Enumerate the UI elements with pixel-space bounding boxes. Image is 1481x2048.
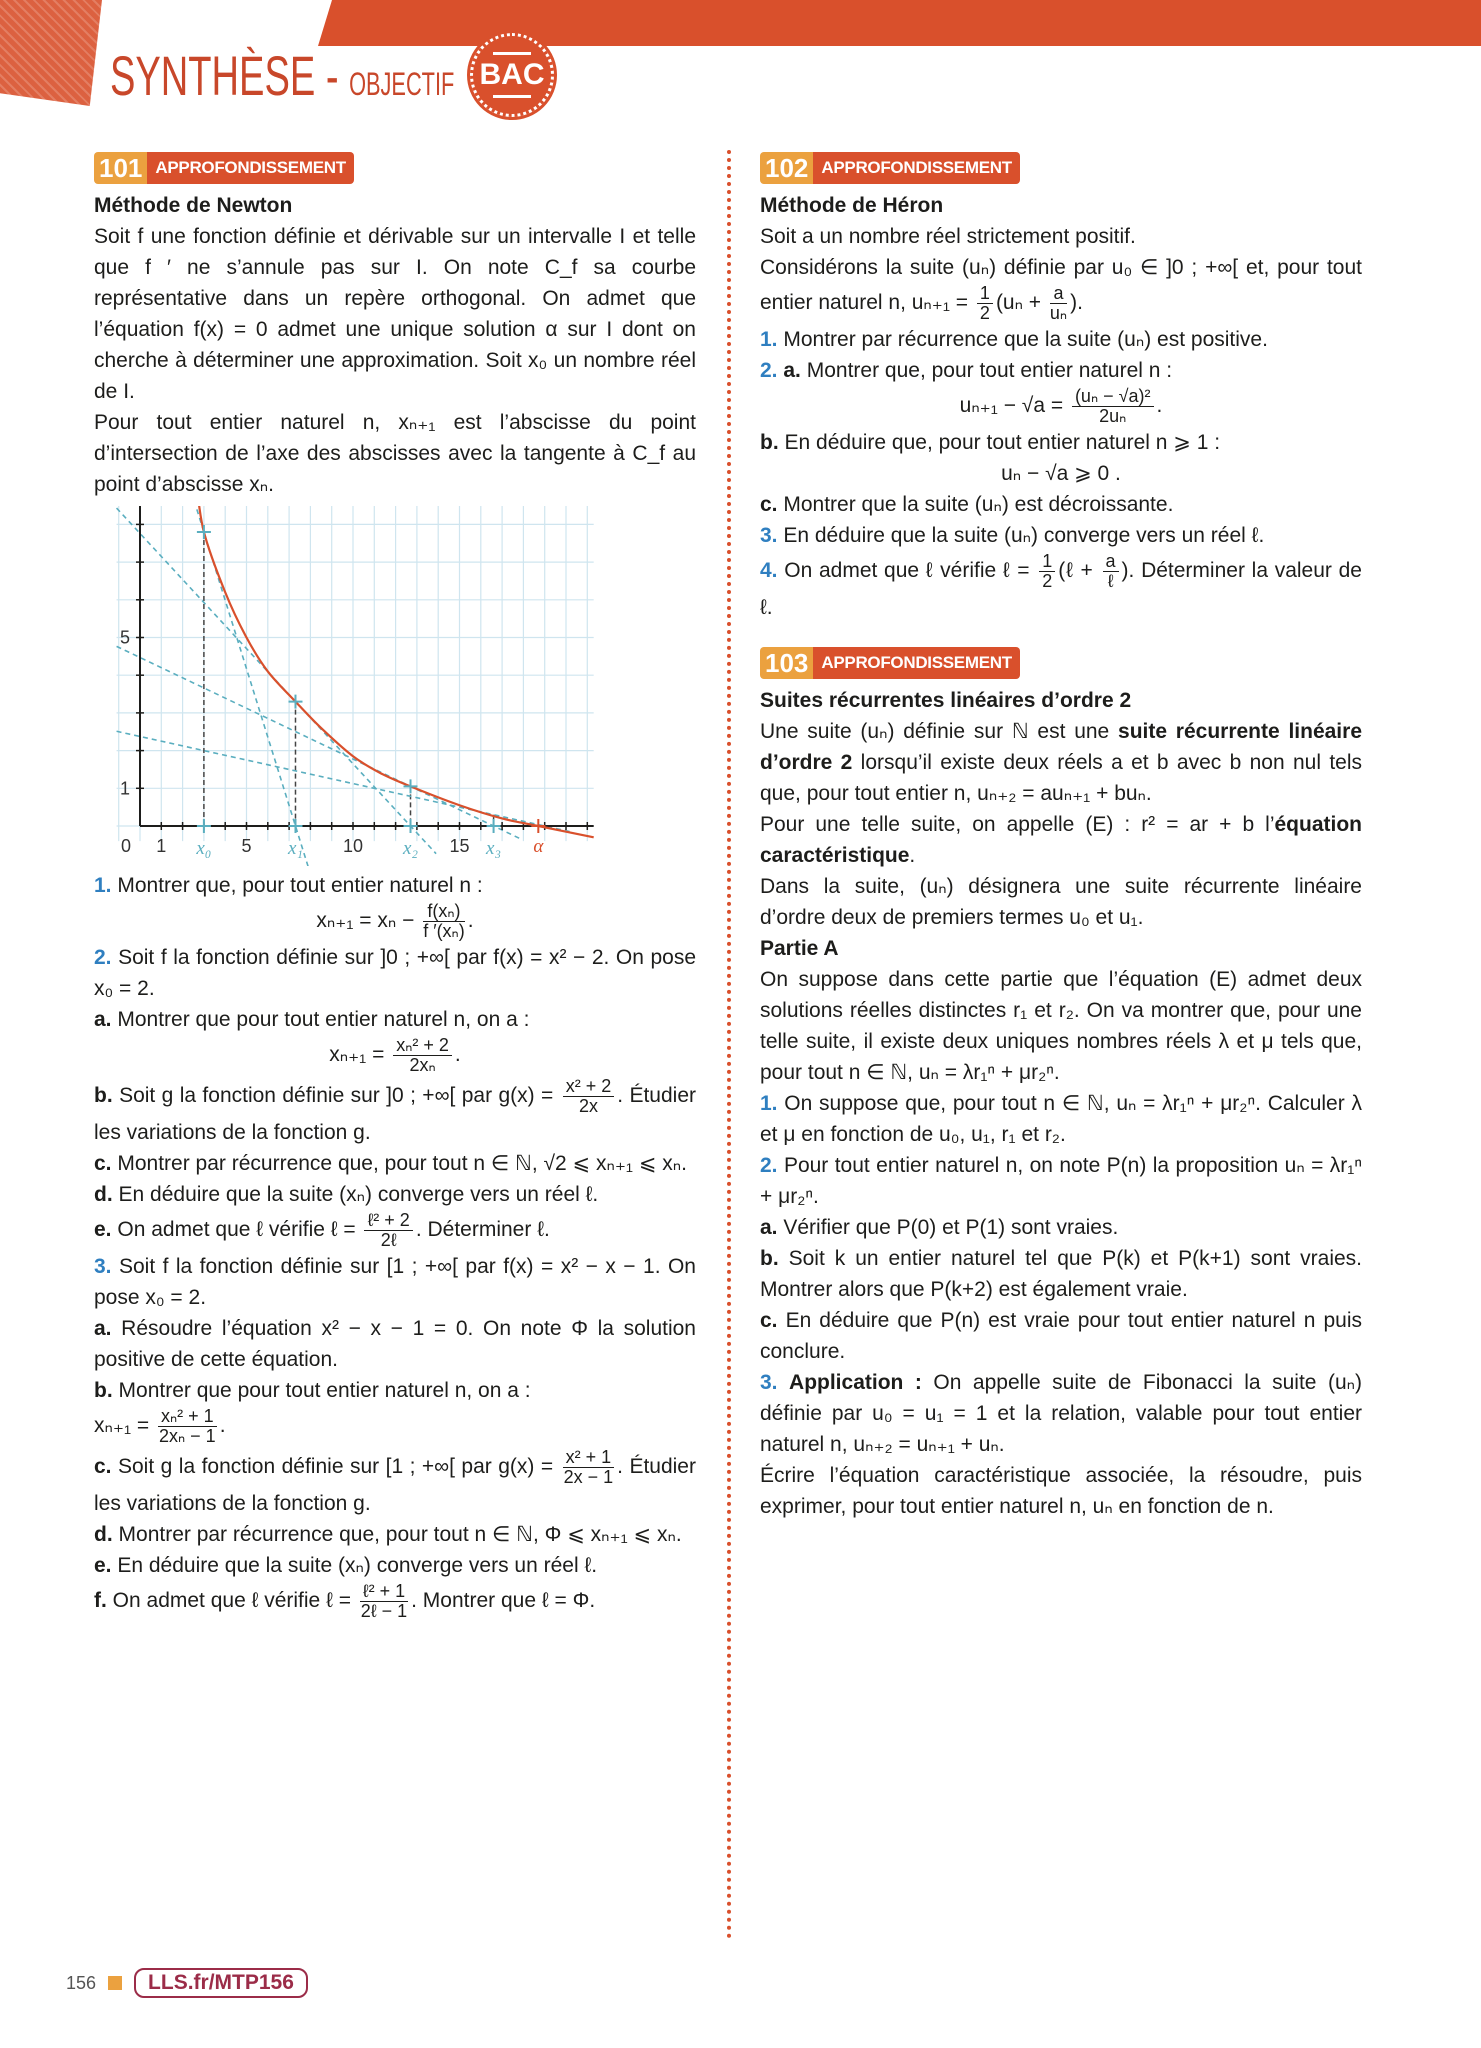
text-run: Écrire l’équation caractéristique associée, la résoudre, puis exprimer, pour tout entier naturel n, uₙ en fonction de n. — [760, 1464, 1362, 1518]
fraction-numerator: (uₙ − √a)² — [1072, 387, 1154, 407]
equation — [94, 901, 696, 942]
fraction-denominator: 2x — [578, 1096, 598, 1116]
fraction — [158, 1407, 217, 1446]
iterate-marker — [288, 819, 302, 833]
question-item — [760, 355, 1362, 386]
fraction-denominator: 2 — [979, 303, 990, 323]
root-marker — [531, 819, 545, 833]
text-run: Montrer par récurrence que, pour tout n ∈ ℕ, Φ ⩽ xₙ₊₁ ⩽ xₙ. — [118, 1523, 682, 1546]
y-tick-label: 5 — [119, 627, 130, 648]
question-item — [94, 870, 696, 901]
sub-question-letter: a. — [94, 1317, 112, 1340]
resource-link[interactable]: LLS.fr/MTP156 — [134, 1968, 308, 1998]
fraction-numerator: a — [1050, 284, 1067, 304]
question-item — [94, 1004, 696, 1035]
newton-method-graph — [94, 506, 694, 866]
paragraph — [760, 1460, 1362, 1522]
question-item — [760, 1367, 1362, 1460]
text-run: . — [219, 1414, 226, 1438]
text-run: . — [467, 909, 474, 933]
question-number: 2. — [760, 359, 778, 382]
text-run: On admet que ℓ vérifie ℓ = — [784, 559, 1037, 583]
text-run: Montrer par récurrence que la suite (uₙ) est positive. — [783, 328, 1268, 351]
fraction — [393, 1036, 452, 1075]
fraction-numerator: ℓ² + 2 — [364, 1211, 412, 1231]
question-item — [94, 1550, 696, 1581]
iterate-marker — [197, 819, 211, 833]
text-run: Soit a un nombre réel strictement positif. — [760, 225, 1136, 248]
tangent-line — [117, 506, 321, 866]
text-run: Montrer que pour tout entier naturel n, on a : — [118, 1379, 531, 1402]
footer — [66, 1968, 308, 1998]
paragraph — [760, 964, 1362, 1088]
column-divider — [727, 150, 731, 1940]
sub-question-letter: b. — [94, 1379, 113, 1402]
paragraph — [94, 221, 696, 407]
question-item — [94, 1313, 696, 1375]
text-run: xₙ₊₁ = — [94, 1414, 155, 1438]
fraction-denominator: 2xₙ − 1 — [158, 1426, 216, 1446]
fraction-numerator: f(xₙ) — [423, 902, 465, 922]
text-run: Montrer que, pour tout entier naturel n : — [806, 359, 1173, 382]
text-run: En déduire que la suite (xₙ) converge vers un réel ℓ. — [117, 1554, 598, 1577]
text-run: Soit f la fonction définie sur [1 ; +∞[ par f(x) = x² − x − 1. On pose x₀ = 2. — [94, 1255, 696, 1309]
text-run: . Étudier les variations de la fonction g. — [94, 1084, 696, 1144]
text-run: (uₙ + — [995, 291, 1047, 315]
question-item — [94, 1148, 696, 1179]
fraction — [423, 902, 465, 941]
sub-question-letter: c. — [760, 493, 778, 516]
exercise-badge — [760, 647, 1020, 679]
footer-square-icon — [108, 1976, 122, 1990]
bold-text: Application : — [789, 1371, 922, 1394]
fraction-denominator: 2xₙ — [409, 1055, 436, 1075]
iterate-label: x₂ — [402, 838, 419, 859]
exercise-102-103 — [760, 152, 1362, 1522]
curve-point-marker — [197, 525, 211, 539]
iterate-marker — [487, 819, 501, 833]
question-item — [94, 1076, 696, 1148]
x-tick-label: 0 — [120, 836, 132, 856]
question-item — [94, 1210, 696, 1251]
text-run: Méthode de Newton — [94, 194, 293, 217]
text-run: Suites récurrentes linéaires d’ordre 2 — [760, 689, 1132, 712]
text-run: On appelle suite de Fibonacci la suite (uₙ) définie par u₀ = u₁ = 1 et la relation, valable pour tout entier naturel n, uₙ₊₂ = uₙ₊₁ + uₙ. — [760, 1371, 1362, 1456]
text-run: . — [1156, 394, 1163, 418]
fraction-numerator: ℓ² + 1 — [360, 1582, 408, 1602]
text-run: Pour tout entier naturel n, on note P(n) la proposition uₙ = λr₁ⁿ + μr₂ⁿ. — [760, 1154, 1363, 1208]
fraction — [1050, 284, 1067, 323]
text-run: uₙ − √a ⩾ 0 . — [1001, 462, 1121, 485]
question-number: 1. — [760, 1092, 778, 1115]
text-run: Montrer que, pour tout entier naturel n : — [117, 874, 483, 897]
sub-question-letter: d. — [94, 1183, 113, 1206]
header-decoration — [0, 0, 102, 106]
x-tick-label: 5 — [241, 836, 252, 856]
text-run: Pour tout entier naturel n, xₙ₊₁ est l’abscisse du point d’intersection de l’axe des abscisses avec la tangente à C_f au point d’abscisse xₙ. — [94, 411, 696, 496]
text-run: Soit g la fonction définie sur [1 ; +∞[ par g(x) = — [117, 1455, 560, 1479]
paragraph — [760, 252, 1362, 324]
fraction-denominator: uₙ — [1049, 303, 1068, 323]
text-run: Résoudre l’équation x² − x − 1 = 0. On note Φ la solution positive de cette équation. — [94, 1317, 696, 1371]
fraction-numerator: xₙ² + 1 — [158, 1407, 217, 1427]
fraction-denominator: 2 — [1042, 571, 1053, 591]
text-run: Vérifier que P(0) et P(1) sont vraies. — [783, 1216, 1119, 1239]
question-item — [94, 1447, 696, 1519]
sub-question-letter: c. — [94, 1152, 112, 1175]
sub-question-letter: a. — [760, 1216, 778, 1239]
text-run: Méthode de Héron — [760, 194, 944, 217]
fraction-numerator: 1 — [977, 284, 993, 304]
sub-question-letter: f. — [94, 1589, 107, 1613]
text-run: En déduire que la suite (uₙ) converge vers un réel ℓ. — [783, 524, 1265, 547]
text-run: On suppose dans cette partie que l’équation (E) admet deux solutions réelles distinctes r₁ et r₂. On va montrer que, pour une telle suite, il existe deux uniques nombres réels λ et μ tels que, pour tout n ∈ ℕ, uₙ = λr₁ⁿ + μr₂ⁿ. — [760, 968, 1362, 1084]
exercise-number: 102 — [760, 152, 813, 184]
bac-badge: BAC — [470, 33, 554, 117]
text-run: Soit k un entier naturel tel que P(k) et P(k+1) sont vraies. Montrer alors que P(k+2) est également vraie. — [760, 1247, 1362, 1301]
exercise-label: APPROFONDISSEMENT — [813, 647, 1019, 679]
text-run: Partie A — [760, 937, 839, 960]
fraction — [360, 1582, 408, 1621]
text-run: ). — [1070, 291, 1083, 315]
fraction-denominator: ℓ — [1107, 571, 1114, 591]
exercise-label: APPROFONDISSEMENT — [813, 152, 1019, 184]
text-run: . — [454, 1043, 461, 1067]
question-item — [94, 1581, 696, 1622]
fraction — [364, 1211, 412, 1250]
question-item — [760, 1212, 1362, 1243]
text-run: Montrer que pour tout entier naturel n, on a : — [117, 1008, 530, 1031]
text-run: (ℓ + — [1058, 559, 1100, 583]
fraction — [1103, 552, 1119, 591]
bold-text: équation caractéristique — [760, 813, 1362, 867]
sub-question-letter: b. — [94, 1084, 113, 1108]
question-number: 2. — [760, 1154, 778, 1177]
text-run: ). Déterminer la valeur de ℓ. — [760, 559, 1362, 619]
iterate-label: x₁ — [287, 838, 304, 859]
question-number: 3. — [760, 524, 778, 547]
fraction-numerator: a — [1103, 552, 1119, 572]
text-run: Montrer par récurrence que, pour tout n ∈ ℕ, √2 ⩽ xₙ₊₁ ⩽ xₙ. — [117, 1152, 687, 1175]
x-tick-label: 15 — [449, 836, 470, 856]
x-tick-label: 10 — [342, 836, 364, 856]
bold-text: suite récurrente linéaire d’ordre 2 — [760, 720, 1362, 774]
question-item — [760, 427, 1362, 458]
text-run: xₙ₊₁ = xₙ − — [316, 909, 421, 933]
fraction-denominator: 2x − 1 — [563, 1467, 614, 1487]
equation — [94, 1035, 696, 1076]
text-run: xₙ₊₁ = — [329, 1043, 391, 1067]
question-item — [760, 551, 1362, 623]
paragraph — [760, 221, 1362, 252]
text-run: Montrer que la suite (uₙ) est décroissante. — [783, 493, 1174, 516]
fraction — [1072, 387, 1154, 426]
fraction — [563, 1077, 615, 1116]
fraction-numerator: 1 — [1039, 552, 1055, 572]
text-run: . Déterminer ℓ. — [415, 1218, 550, 1242]
sub-question-letter: e. — [94, 1218, 112, 1242]
text-run: Soit g la fonction définie sur ]0 ; +∞[ par g(x) = — [119, 1084, 560, 1108]
sub-question-letter: a. — [783, 359, 801, 382]
exercise-number: 101 — [94, 152, 147, 184]
fraction — [563, 1448, 615, 1487]
fraction — [1039, 552, 1055, 591]
text-run: Dans la suite, (uₙ) désignera une suite récurrente linéaire d’ordre deux de premiers termes u₀ et u₁. — [760, 875, 1362, 929]
text-run: . — [909, 844, 916, 867]
curve-point-marker — [404, 779, 418, 793]
question-item — [94, 1251, 696, 1313]
question-number: 3. — [94, 1255, 112, 1278]
fraction-denominator: 2ℓ — [380, 1230, 397, 1250]
text-run: Considérons la suite (uₙ) définie par u₀ ∈ ]0 ; +∞[ et, pour tout entier naturel n, uₙ₊₁ = — [760, 256, 1362, 315]
paragraph — [760, 716, 1362, 809]
question-number: 1. — [94, 874, 112, 897]
iterate-label: x₀ — [196, 838, 212, 859]
sub-question-letter: c. — [94, 1455, 112, 1479]
question-item — [760, 489, 1362, 520]
question-number: 3. — [760, 1371, 778, 1394]
text-run: En déduire que, pour tout entier naturel n ⩾ 1 : — [784, 431, 1221, 454]
paragraph — [760, 809, 1362, 871]
equation — [760, 386, 1362, 427]
paragraph — [94, 407, 696, 500]
text-run: uₙ₊₁ − √a = — [959, 394, 1069, 418]
question-number: 4. — [760, 559, 778, 583]
title-main: SYNTHÈSE - — [110, 44, 350, 107]
fraction-numerator: xₙ² + 2 — [393, 1036, 452, 1056]
fraction — [977, 284, 993, 323]
question-number: 2. — [94, 946, 112, 969]
title-sub: OBJECTIF — [349, 66, 455, 102]
fraction-denominator: 2ℓ − 1 — [360, 1601, 408, 1621]
text-run: Pour une telle suite, on appelle (E) : r² = ar + b l’ — [760, 813, 1275, 836]
text-run: On admet que ℓ vérifie ℓ = — [112, 1589, 357, 1613]
section-heading — [760, 190, 1362, 221]
equation — [760, 458, 1362, 489]
sub-question-letter: d. — [94, 1523, 113, 1546]
sub-question-letter: a. — [94, 1008, 112, 1031]
fraction-denominator: f ′(xₙ) — [423, 921, 465, 941]
section-heading — [760, 685, 1362, 716]
text-run: Soit f la fonction définie sur ]0 ; +∞[ par f(x) = x² − 2. On pose x₀ = 2. — [94, 946, 697, 1000]
sub-question-letter: c. — [760, 1309, 778, 1332]
question-item — [94, 1179, 696, 1210]
sub-question-letter: e. — [94, 1554, 112, 1577]
iterate-label: x₃ — [486, 838, 502, 859]
text-run: Soit f une fonction définie et dérivable sur un intervalle I et telle que f ′ ne s’annule pas sur I. On note C_f sa courbe représentative dans un repère orthogonal. On admet que l’équation f(x) = 0 admet une unique solution α sur I dont on cherche à déterminer une approximation. Soit x₀ un nombre réel de I. — [94, 225, 696, 403]
exercise-label: APPROFONDISSEMENT — [147, 152, 353, 184]
exercise-number: 103 — [760, 647, 813, 679]
x-tick-label: 1 — [156, 836, 167, 856]
text-run: . Étudier les variations de la fonction g. — [94, 1455, 696, 1515]
equation — [94, 1406, 696, 1447]
fraction-denominator: 2uₙ — [1099, 406, 1127, 426]
text-run: En déduire que la suite (xₙ) converge vers un réel ℓ. — [118, 1183, 599, 1206]
question-item — [760, 520, 1362, 551]
fraction-numerator: x² + 2 — [563, 1077, 615, 1097]
question-item — [760, 1305, 1362, 1367]
text-run: Une suite (uₙ) définie sur ℕ est une — [760, 720, 1119, 743]
sub-question-letter: b. — [760, 431, 779, 454]
page-number: 156 — [66, 1972, 97, 1993]
paragraph — [760, 871, 1362, 933]
text-run: . Montrer que ℓ = Φ. — [411, 1589, 596, 1613]
section-heading — [760, 933, 1362, 964]
question-item — [760, 324, 1362, 355]
text-run: En déduire que P(n) est vraie pour tout entier naturel n puis conclure. — [760, 1309, 1362, 1363]
y-tick-label: 1 — [119, 778, 130, 799]
question-item — [94, 1519, 696, 1550]
page-title — [110, 44, 454, 116]
root-label: α — [533, 836, 544, 857]
question-item — [760, 1150, 1362, 1212]
exercise-badge — [760, 152, 1020, 184]
text-run: lorsqu’il existe deux réels a et b avec b non nul tels que, pour tout entier n, uₙ₊₂ = auₙ₊₁ + buₙ. — [760, 751, 1362, 805]
question-number: 1. — [760, 328, 778, 351]
question-item — [94, 1375, 696, 1406]
question-item — [760, 1243, 1362, 1305]
exercise-101 — [94, 152, 696, 1622]
text-run: On suppose que, pour tout n ∈ ℕ, uₙ = λr₁ⁿ + μr₂ⁿ. Calculer λ et μ en fonction de u₀, u₁, r₁ et r₂. — [760, 1092, 1362, 1146]
fraction-numerator: x² + 1 — [563, 1448, 615, 1468]
sub-question-letter: b. — [760, 1247, 779, 1270]
question-item — [760, 1088, 1362, 1150]
question-item — [94, 942, 696, 1004]
section-heading — [94, 190, 696, 221]
exercise-badge — [94, 152, 354, 184]
text-run: On admet que ℓ vérifie ℓ = — [117, 1218, 362, 1242]
